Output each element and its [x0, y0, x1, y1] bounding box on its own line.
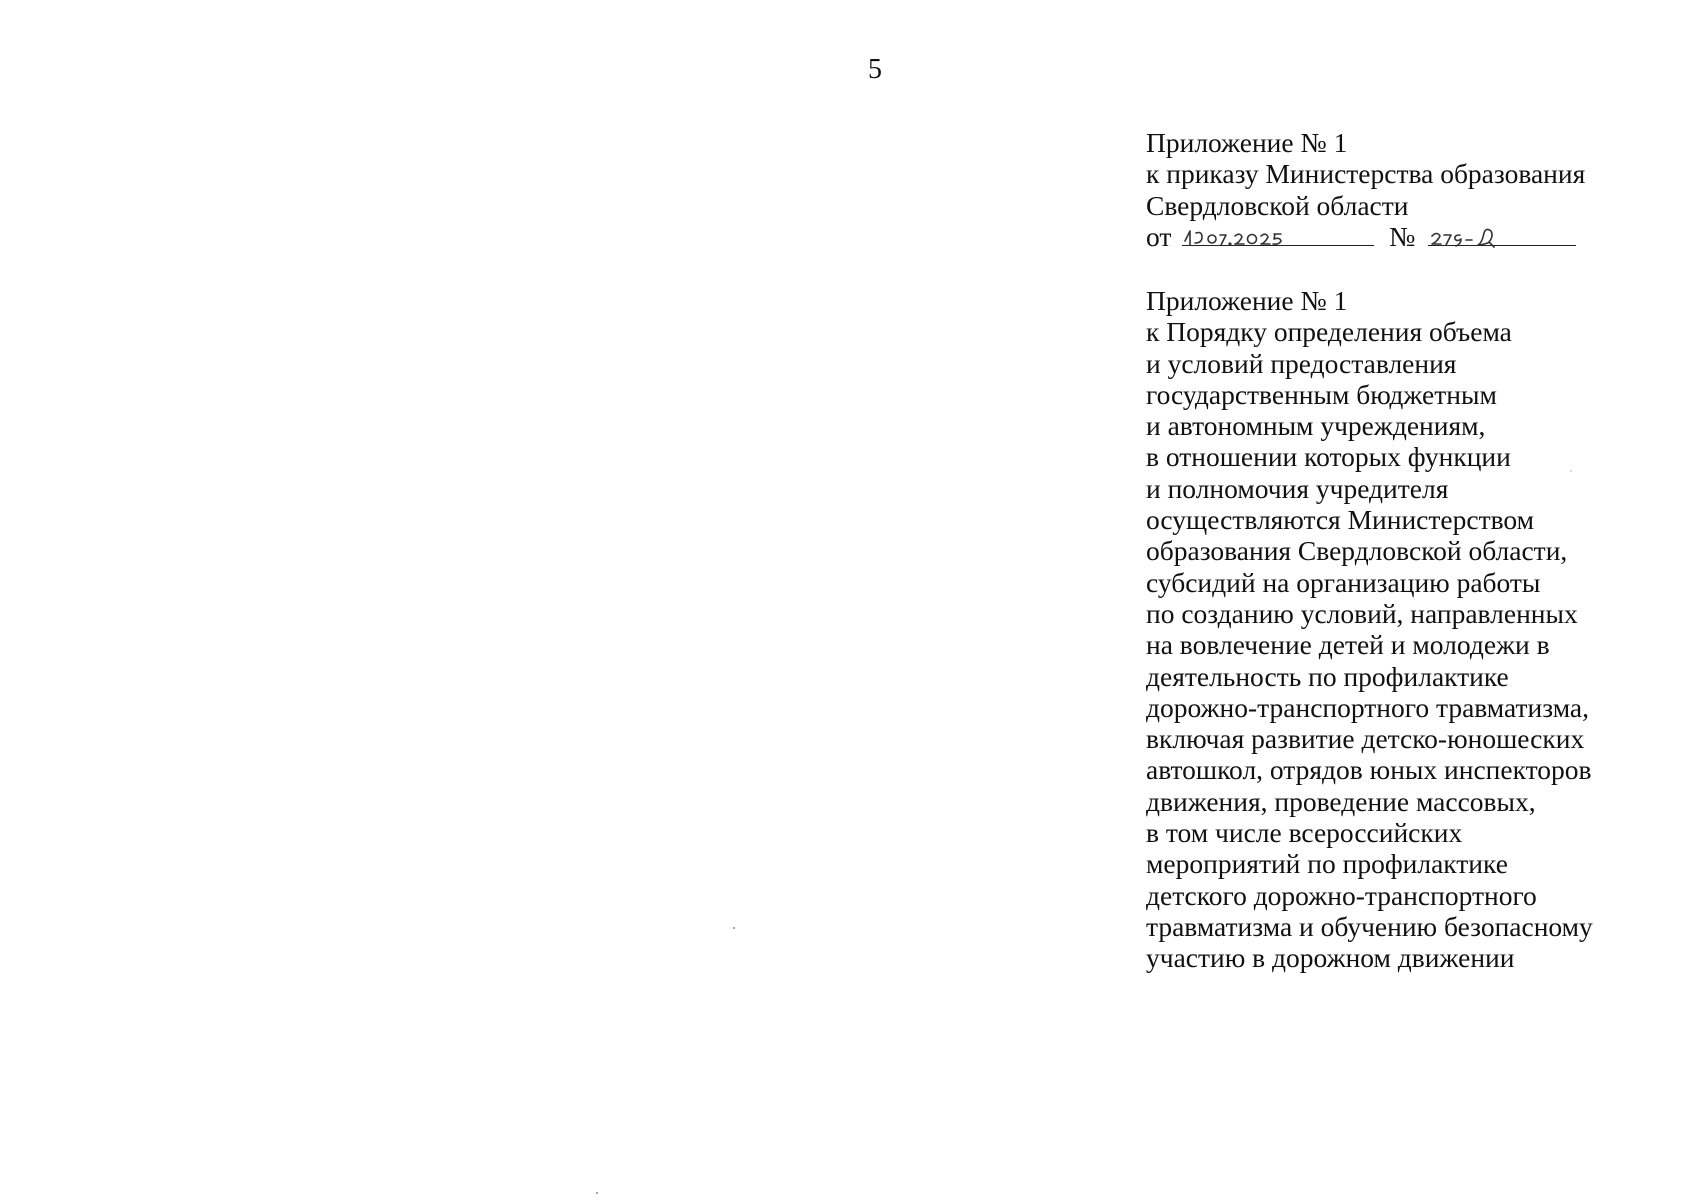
procedure-line: деятельность по профилактике: [1146, 660, 1509, 692]
procedure-line: по созданию условий, направленных: [1146, 597, 1578, 629]
procedure-line: государственным бюджетным: [1146, 378, 1497, 410]
scan-speck: [596, 1192, 598, 1194]
procedure-line: субсидий на организацию работы: [1146, 566, 1541, 598]
procedure-line: мероприятий по профилактике: [1146, 848, 1508, 880]
procedure-line: в отношении которых функции: [1146, 441, 1511, 473]
scan-speck: [1570, 470, 1572, 472]
procedure-line: автошкол, отрядов юных инспекторов: [1146, 754, 1592, 786]
procedure-line: включая развитие детско-юношеских: [1146, 723, 1585, 755]
procedure-line: и условий предоставления: [1146, 347, 1457, 379]
order-date-number-line: [1146, 221, 1686, 252]
from-label: от: [1146, 220, 1172, 252]
procedure-line: в том числе всероссийских: [1146, 817, 1463, 849]
scan-speck: [733, 927, 735, 929]
procedure-line: осуществляются Министерством: [1146, 504, 1535, 536]
annex-order-header: [1146, 127, 1686, 252]
procedure-line: участию в дорожном движении: [1146, 942, 1515, 974]
handwritten-number-signature: [1428, 223, 1528, 249]
procedure-line: дорожно-транспортного травматизма,: [1146, 691, 1590, 723]
procedure-line: на вовлечение детей и молодежи в: [1146, 629, 1550, 661]
handwritten-date-field: [1182, 221, 1374, 246]
number-label: №: [1389, 220, 1416, 252]
page-number: 5: [868, 54, 882, 85]
procedure-line: образования Свердловской области,: [1146, 535, 1568, 567]
procedure-line: и автономным учреждениям,: [1146, 410, 1486, 442]
procedure-line: и полномочия учредителя: [1146, 472, 1449, 504]
annex-procedure-header: [1146, 285, 1686, 974]
procedure-line: травматизма и обучению безопасному: [1146, 910, 1593, 942]
annex-order-title: Приложение № 1: [1146, 127, 1348, 158]
annex-order-line-2: к приказу Министерства образования: [1146, 158, 1586, 190]
procedure-line: детского дорожно-транспортного: [1146, 879, 1537, 911]
procedure-line: к Порядку определения объема: [1146, 316, 1512, 348]
handwritten-number-field: [1428, 221, 1576, 246]
handwritten-date-signature: [1182, 223, 1312, 247]
annex-procedure-title: Приложение № 1: [1146, 285, 1348, 316]
procedure-line: движения, проведение массовых,: [1146, 785, 1536, 817]
annex-order-line-3: Свердловской области: [1146, 189, 1409, 221]
